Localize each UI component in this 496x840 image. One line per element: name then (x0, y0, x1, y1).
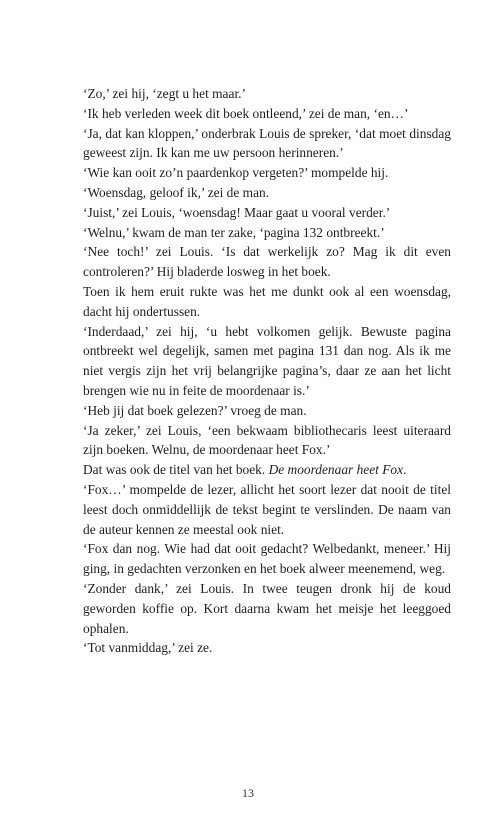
paragraph-1: ‘Zo,’ zei hij, ‘zegt u het maar.’ (83, 86, 246, 101)
paragraph-10: ‘Inderdaad,’ zei hij, ‘u hebt volkomen gelijk. Bewuste pagina ontbreekt wel degelijk, samen met pagina 131 dan nog. Als ik me niet vergis zijn het vrij belangrijke pagina’s, daar ze aan het licht brengen wie nu in feite de moordenaar is.’ (83, 323, 451, 398)
paragraph-9: Toen ik hem eruit rukte was het me dunkt ook al een woensdag, dacht hij ondertussen. (83, 283, 451, 319)
paragraph-8: ‘Nee toch!’ zei Louis. ‘Is dat werkelijk zo? Mag ik dit even controleren?’ Hij bladerde losweg in het boek. (83, 244, 451, 280)
paragraph-2: ‘Ik heb verleden week dit boek ontleend,’ zei de man, ‘en…’ (83, 105, 409, 121)
paragraph-14: ‘Fox…’ mompelde de lezer, allicht het soort lezer dat nooit de titel leest doch onmiddellijk de tekst begint te verslinden. De naam van de auteur kennen ze meestal ook niet. (83, 481, 451, 537)
paragraph-15: ‘Fox dan nog. Wie had dat ooit gedacht? Welbedankt, meneer.’ Hij ging, in gedachten verzonken en het boek alweer meenemend, weg. (83, 541, 451, 577)
book-title-italic: De moordenaar heet Fox (268, 462, 404, 478)
paragraph-7: ‘Welnu,’ kwam de man ter zake, ‘pagina 132 ontbreekt.’ (83, 224, 385, 240)
paragraph-5: ‘Woensdag, geloof ik,’ zei de man. (83, 184, 270, 200)
title-sentence-prefix: Dat was ook de titel van het boek. (83, 462, 269, 478)
paragraph-11: ‘Heb jij dat boek gelezen?’ vroeg de man. (83, 402, 307, 418)
paragraph-12: ‘Ja zeker,’ zei Louis, ‘een bekwaam bibliothecaris leest uiteraard zijn boeken. Welnu, de moordenaar heet Fox.’ (83, 422, 451, 458)
title-sentence-suffix: . (403, 462, 407, 478)
body-text (83, 84, 451, 658)
paragraph-3: ‘Ja, dat kan kloppen,’ onderbrak Louis de spreker, ‘dat moet dinsdag geweest zijn. Ik kan me uw persoon herinneren.’ (83, 125, 451, 161)
paragraph-6: ‘Juist,’ zei Louis, ‘woensdag! Maar gaat u vooral verder.’ (83, 204, 391, 220)
paragraph-16: ‘Zonder dank,’ zei Louis. In twee teugen dronk hij de koud geworden koffie op. Kort daarna kwam het meisje het leeggoed ophalen. (83, 580, 451, 636)
paragraph-17: ‘Tot vanmiddag,’ zei ze. (83, 640, 213, 656)
page-number: 13 (242, 786, 254, 800)
paragraph-title-sentence (83, 460, 451, 480)
paragraph-4: ‘Wie kan ooit zo’n paardenkop vergeten?’ mompelde hij. (83, 165, 389, 181)
